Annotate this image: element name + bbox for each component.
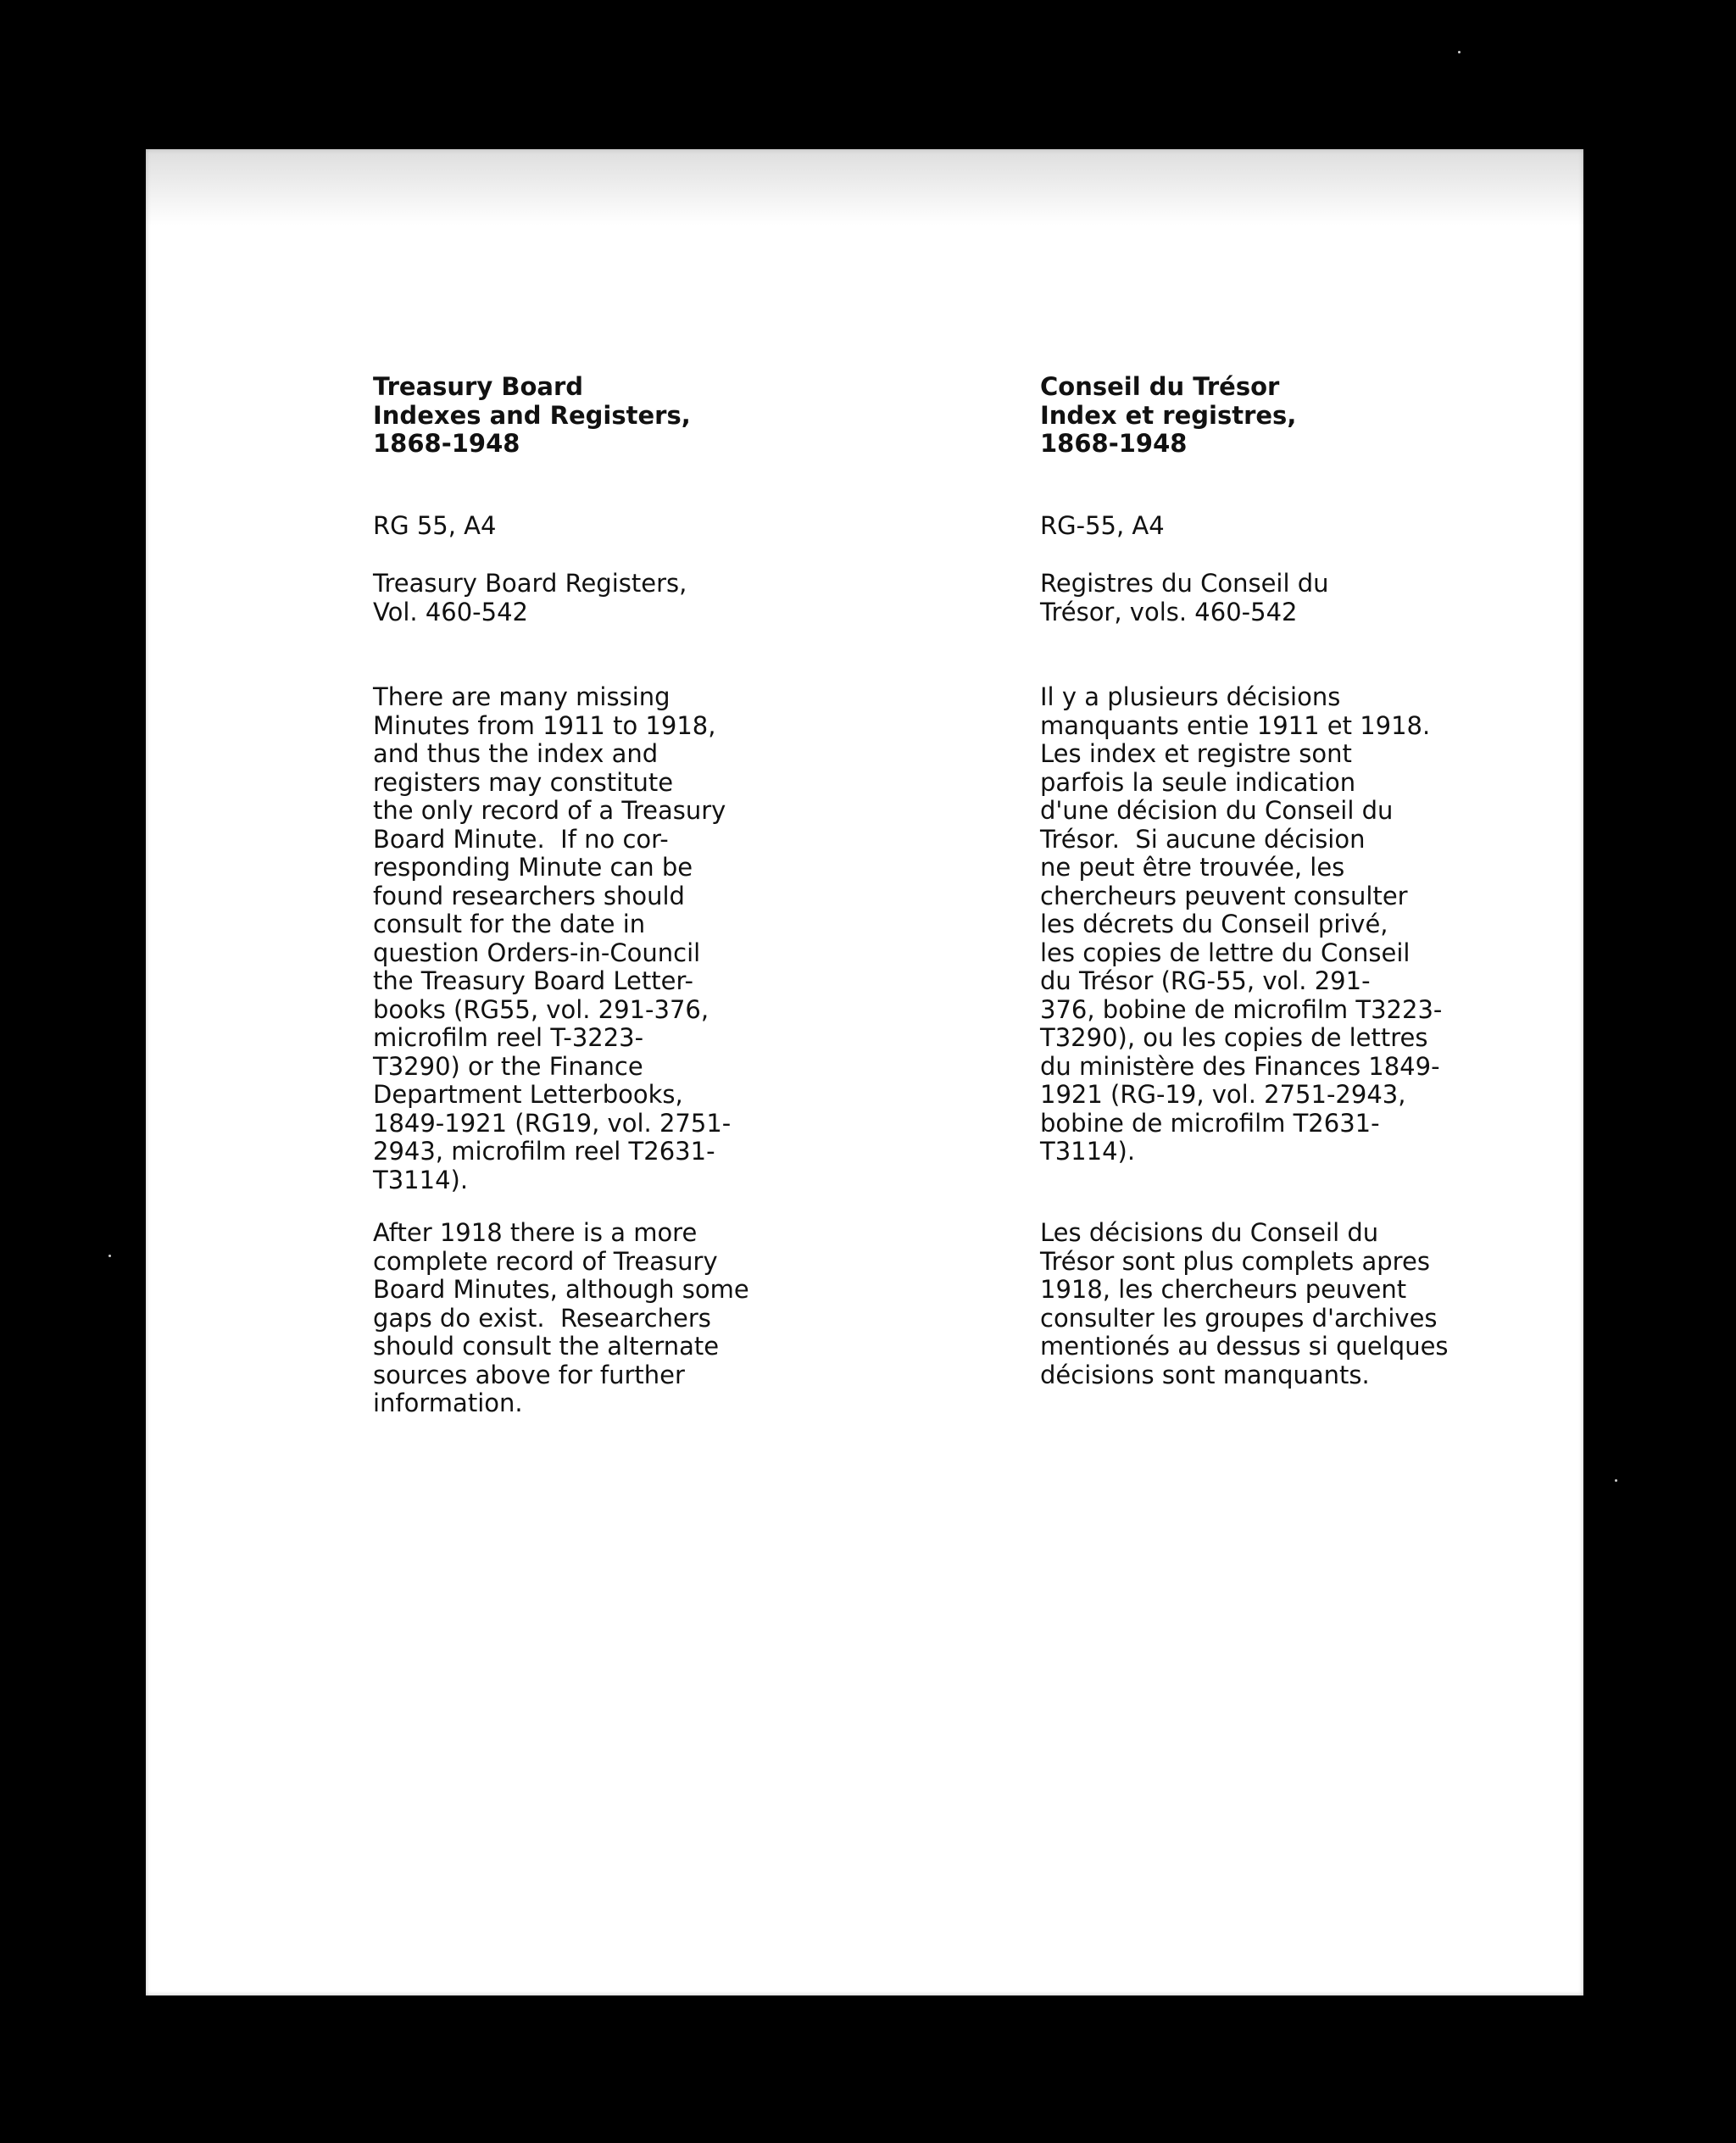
french-subtitle: Registres du Conseil du Trésor, vols. 460-542 bbox=[1040, 569, 1329, 626]
english-record-group: RG 55, A4 bbox=[373, 511, 497, 540]
french-title: Conseil du Trésor Index et registres, 1868-1948 bbox=[1040, 372, 1297, 458]
dust-speck bbox=[108, 1255, 111, 1257]
french-paragraph-1: Il y a plusieurs décisions manquants entie 1911 et 1918. Les index et registre sont parfois la seule indication d'une décision du Conseil du Trésor. Si aucune décision ne peut être trouvée, les chercheurs peuvent consulter les décrets du Conseil privé, les copies de lettre du Conseil du Trésor (RG-55, vol. 291- 376, bobine de microfilm T3223- T3290), ou les copies de lettres du ministère des Finances 1849- 1921 (RG-19, vol. 2751-2943, bobine de microfilm T2631- T3114). bbox=[1040, 682, 1443, 1166]
dust-speck bbox=[1615, 1479, 1617, 1482]
english-title: Treasury Board Indexes and Registers, 1868-1948 bbox=[373, 372, 691, 458]
document-page bbox=[146, 149, 1583, 1995]
french-record-group: RG-55, A4 bbox=[1040, 511, 1165, 540]
english-paragraph-2: After 1918 there is a more complete record of Treasury Board Minutes, although some gaps do exist. Researchers should consult the alternate sources above for further information. bbox=[373, 1218, 749, 1417]
french-paragraph-2: Les décisions du Conseil du Trésor sont plus complets apres 1918, les chercheurs peuvent consulter les groupes d'archives mentionés au dessus si quelques décisions sont manquants. bbox=[1040, 1218, 1449, 1389]
english-subtitle: Treasury Board Registers, Vol. 460-542 bbox=[373, 569, 687, 626]
scan-smudge bbox=[146, 149, 1583, 225]
english-paragraph-1: There are many missing Minutes from 1911 to 1918, and thus the index and registers may constitute the only record of a Treasury Board Minute. If no cor- responding Minute can be found researchers should consult for the date in question Orders-in-Council the Treasury Board Letter- books (RG55, vol. 291-376, microfilm reel T-3223- T3290) or the Finance Department Letterbooks, 1849-1921 (RG19, vol. 2751- 2943, microfilm reel T2631- T3114). bbox=[373, 682, 732, 1194]
dust-speck bbox=[1458, 51, 1461, 53]
